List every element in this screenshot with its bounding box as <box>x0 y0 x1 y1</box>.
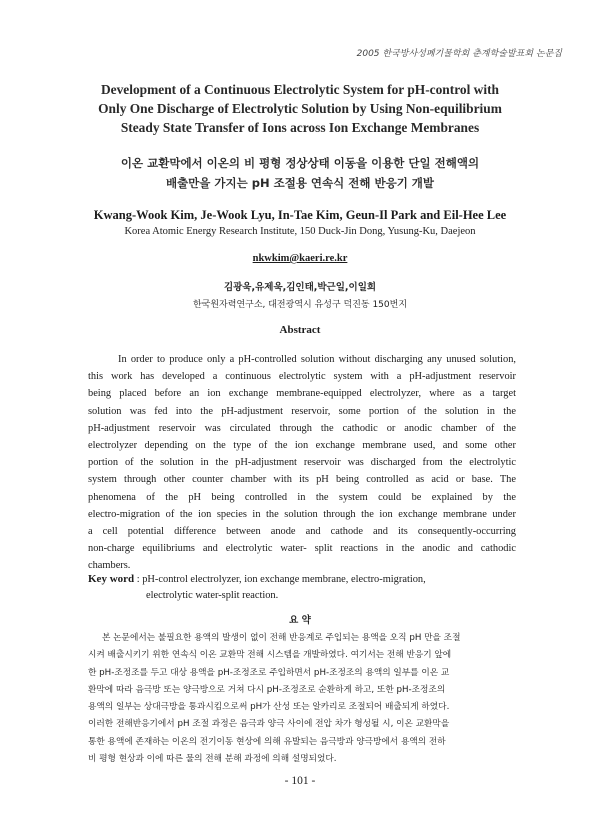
korean-abstract-body <box>88 630 516 768</box>
abstract-line: solution was fed into the pH-adjustment reservoir, some portion of the solution in the <box>88 405 516 417</box>
english-title-line: Only One Discharge of Electrolytic Solution by Using Non-equilibrium <box>98 101 502 116</box>
korean-title <box>40 153 560 193</box>
english-title-line: Development of a Continuous Electrolytic System for pH-control with <box>101 82 499 97</box>
keyword-label: Key word <box>88 573 135 585</box>
abstract-line: non-charge equilibriums and electrolytic water- split reactions in the anodic and cathodic <box>88 543 516 555</box>
abstract-heading: Abstract <box>279 324 321 336</box>
keyword-text-continued: electrolytic water-split reaction. <box>146 590 279 601</box>
abstract-line: electrolyzer depending on the type of the ion exchange membrane used, and some other <box>88 440 516 452</box>
english-title <box>50 80 550 137</box>
korean-abstract-line: 환막에 따라 음극방 또는 양극방으로 거쳐 다시 pH-조정조로 순환하게 하고, 또한 pH-조정조의 <box>88 684 446 695</box>
affiliation-korean: 한국원자력연구소, 대전광역시 유성구 덕진동 150번지 <box>192 300 408 310</box>
korean-abstract-line: 비 평형 현상과 이에 따른 물의 전해 분해 과정에 의해 설명되었다. <box>88 754 337 765</box>
korean-title-line: 이온 교환막에서 이온의 비 평형 정상상태 이동을 이용한 단일 전해액의 <box>120 156 480 170</box>
abstract-line: being placed before an ion exchange membrane-equipped electrolyzer, where as a target <box>88 388 516 400</box>
abstract-line: portion of the solution in the pH-adjustment reservoir was discharged from the electrolytic <box>88 457 516 469</box>
authors-english: Kwang-Wook Kim, Je-Wook Lyu, In-Tae Kim, Geun-Il Park and Eil-Hee Lee <box>93 208 507 222</box>
keywords <box>88 571 528 604</box>
korean-title-line: 배출만을 가지는 pH 조절용 연속식 전해 반응기 개발 <box>165 176 435 190</box>
korean-abstract-line: 한 pH-조정조를 두고 대상 용액을 pH-조정조로 주입하면서 pH-조정조의 용액의 일부를 이온 교 <box>88 667 450 678</box>
korean-abstract-line: 본 논문에서는 불필요한 용액의 발생이 없이 전해 반응계로 주입되는 용액을 오직 pH 만을 조절 <box>102 633 461 643</box>
abstract-line: pH-adjustment reservoir was circulated through the cathodic or anodic chamber of the <box>88 422 516 434</box>
authors-korean: 김광욱,유제욱,김인태,박근일,이일희 <box>223 282 377 293</box>
abstract-line: a cell potential difference between anode and cathode and its consequently-occurring <box>88 526 516 538</box>
abstract-line: chambers. <box>88 560 131 572</box>
abstract-line: electro-migration of the ion species in the solution through the ion exchange membrane under <box>88 508 516 520</box>
abstract-line: phenomena of the pH being controlled in the system could be explained by the <box>88 491 516 503</box>
abstract-line: system through other counter chamber with its pH being controlled as acid or base. The <box>88 474 516 486</box>
korean-abstract-line: 통한 용액에 존재하는 이온의 전기이동 현상에 의해 유발되는 음극방과 양극방에서 용액의 전하 <box>88 736 446 747</box>
korean-abstract-line: 용액의 일부는 상대극방을 통과시킴으로써 pH가 산성 또는 알카리로 조절되어 배출되게 하였다. <box>88 702 450 713</box>
abstract-line: this work has developed a continuous electrolytic system with a pH-adjustment reservoir <box>88 371 516 383</box>
author-email: nkwkim@kaeri.re.kr <box>252 253 348 264</box>
abstract-body <box>88 351 516 575</box>
abstract-line: In order to produce only a pH-controlled solution without discharging any unused solution, <box>118 354 516 365</box>
korean-abstract-line: 시켜 배출시키기 위한 연속식 이온 교환막 전해 시스템을 개발하였다. 여기서는 전해 반응기 앞에 <box>88 650 452 661</box>
korean-abstract-line: 이러한 전해반응기에서 pH 조절 과정은 음극과 양극 사이에 전압 차가 형성될 시, 이온 교환막을 <box>88 719 450 730</box>
affiliation-english: Korea Atomic Energy Research Institute, 150 Duck-Jin Dong, Yusung-Ku, Daejeon <box>124 226 476 237</box>
proceedings-header: 2005 한국방사성폐기물학회 춘계학술발표회 논문집 <box>356 49 562 59</box>
english-title-line: Steady State Transfer of Ions across Ion Exchange Membranes <box>120 120 480 135</box>
page-number: - 101 - <box>284 775 316 787</box>
keyword-text: : pH-control electrolyzer, ion exchange membrane, electro-migration, <box>136 574 426 585</box>
korean-abstract-heading: 요 약 <box>289 615 311 626</box>
